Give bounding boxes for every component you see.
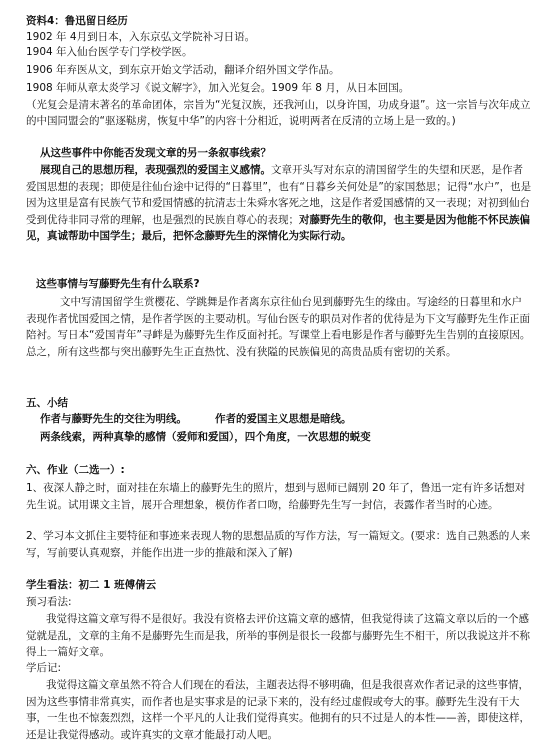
resource-item: 1904 年入仙台医学专门学校学医。: [26, 46, 193, 58]
summary-line-1: [40, 412, 536, 427]
clue-answer-text: 文章开头写对东京的清国留学生的失望和厌恶，是作者爱国思想的表现；即使是往仙台途中记得的“日暮里”，也有“日暮乡关何处是”的家国愁思；记得“水户”，也是因为这里是富有民族气节和爱国情感的抗清志士朱舜水客死之地，这是作者爱国感情的又一表现；对初到仙台受到优待非同寻常的理解，也是强烈的民族自尊心的表现；: [26, 164, 532, 226]
summary-implicit-clue: 作者的爱国主义思想是暗线。: [215, 413, 352, 425]
student-heading: 学生看法：初二 1 班傅倩云: [26, 579, 157, 591]
summary-line-2: 两条线索，两种真挚的感情（爱师和爱国），四个角度，一次思想的蜕变: [40, 431, 371, 443]
homework-heading: 六、作业（二选一）:: [26, 464, 125, 476]
pre-reading-label: 预习看法:: [26, 596, 72, 608]
resource-heading: 资料4：鲁迅留日经历: [26, 15, 128, 27]
resource-item: 1906 年弃医从文，到东京开始文学活动，翻译介绍外国文学作品。: [26, 64, 340, 76]
clue-question: 从这些事件中你能否发现文章的另一条叙事线索？: [40, 147, 271, 159]
homework-item-2: 2、学习本文抓住主要特征和事迹来表现人物的思想品质的写作方法，写一篇短文。(要求：选自己熟悉的人来写，写前要认真观察，并能作出进一步的推敲和深入了解): [26, 530, 531, 559]
relation-question: 这些事情与写藤野先生有什么联系?: [36, 278, 200, 290]
pre-reading-text: 我觉得这篇文章写得不是很好。我没有资格去评价这篇文章的感情，但我觉得读了这篇文章以后的一个感觉就是乱，文章的主角不是藤野先生而是我，所举的事例是很长一段都与藤野先生不相干，所以我说这并不称得上一篇好文章。: [26, 613, 530, 658]
resource-item: 1908 年师从章太炎学习《说文解字》，加入光复会。1909 年 8 月，从日本回国。: [26, 82, 410, 94]
clue-answer: [26, 162, 532, 245]
homework-item-1: 1、夜深人静之时，面对挂在东墙上的藤野先生的照片，想到与恩师已阔别 20 年了，鲁迅一定有许多话想对先生说。试用课文主旨，展开合理想象，模仿作者口吻，给藤野先生写一封信，表露作者当时的心迹。: [26, 482, 526, 511]
resource-note: （光复会是清末著名的革命团体，宗旨为“光复汉族，还我河山，以身许国，功成身退”。这一宗旨与次年成立的中国同盟会的“驱逐鞑虏，恢复中华”的内容十分相近，说明两者在反清的立场上是一致的。): [26, 99, 531, 127]
clue-answer-bold: 展现自己的思想历程，表现强烈的爱国主义感情。: [40, 164, 271, 176]
summary-explicit-clue: 作者与藤野先生的交往为明线。: [40, 413, 187, 425]
post-reading-text: 我觉得这篇文章虽然不符合人们现在的看法，主题表达得不够明确，但是我很喜欢作者记录的这些事情，因为这些事情非常真实，而作者也是实事求是的记录下来的，没有经过虚假或夸大的事。藤野先生没有干大事，一生也不惊轰烈烈，这样一个平凡的人让我们觉得真实。他拥有的只不过是人的本性——善，即使这样，还是让我觉得感动。或许真实的文章才能最打动人吧。: [26, 679, 530, 741]
resource-item: 1902 年 4月到日本，入东京弘文学院补习日语。: [26, 31, 256, 43]
post-reading-label: 学后记:: [26, 662, 62, 674]
summary-heading: 五、小结: [26, 397, 68, 409]
relation-body: 文中写清国留学生赏樱花、学跳舞是作者离东京往仙台见到藤野先生的缘由。写途经的日暮里和水户表现作者忧国爱国之情，是作者学医的主要动机。写仙台医专的职员对作者的优待是为下文写藤野先生作正面陪衬。写日本“爱国青年”寻衅是为藤野先生作反面衬托。写课堂上看电影是作者与藤野先生告别的直接原因。总之，所有这些都与突出藤野先生正直热忱、没有狭隘的民族偏见的高贵品质有密切的关系。: [26, 296, 531, 358]
clue-answer-conclusion: 对藤野先生的敬仰，也主要是因为他能不怀民族偏见，真诚帮助中国学生；最后，把怀念藤野先生的深情化为实际行动。: [26, 213, 530, 242]
